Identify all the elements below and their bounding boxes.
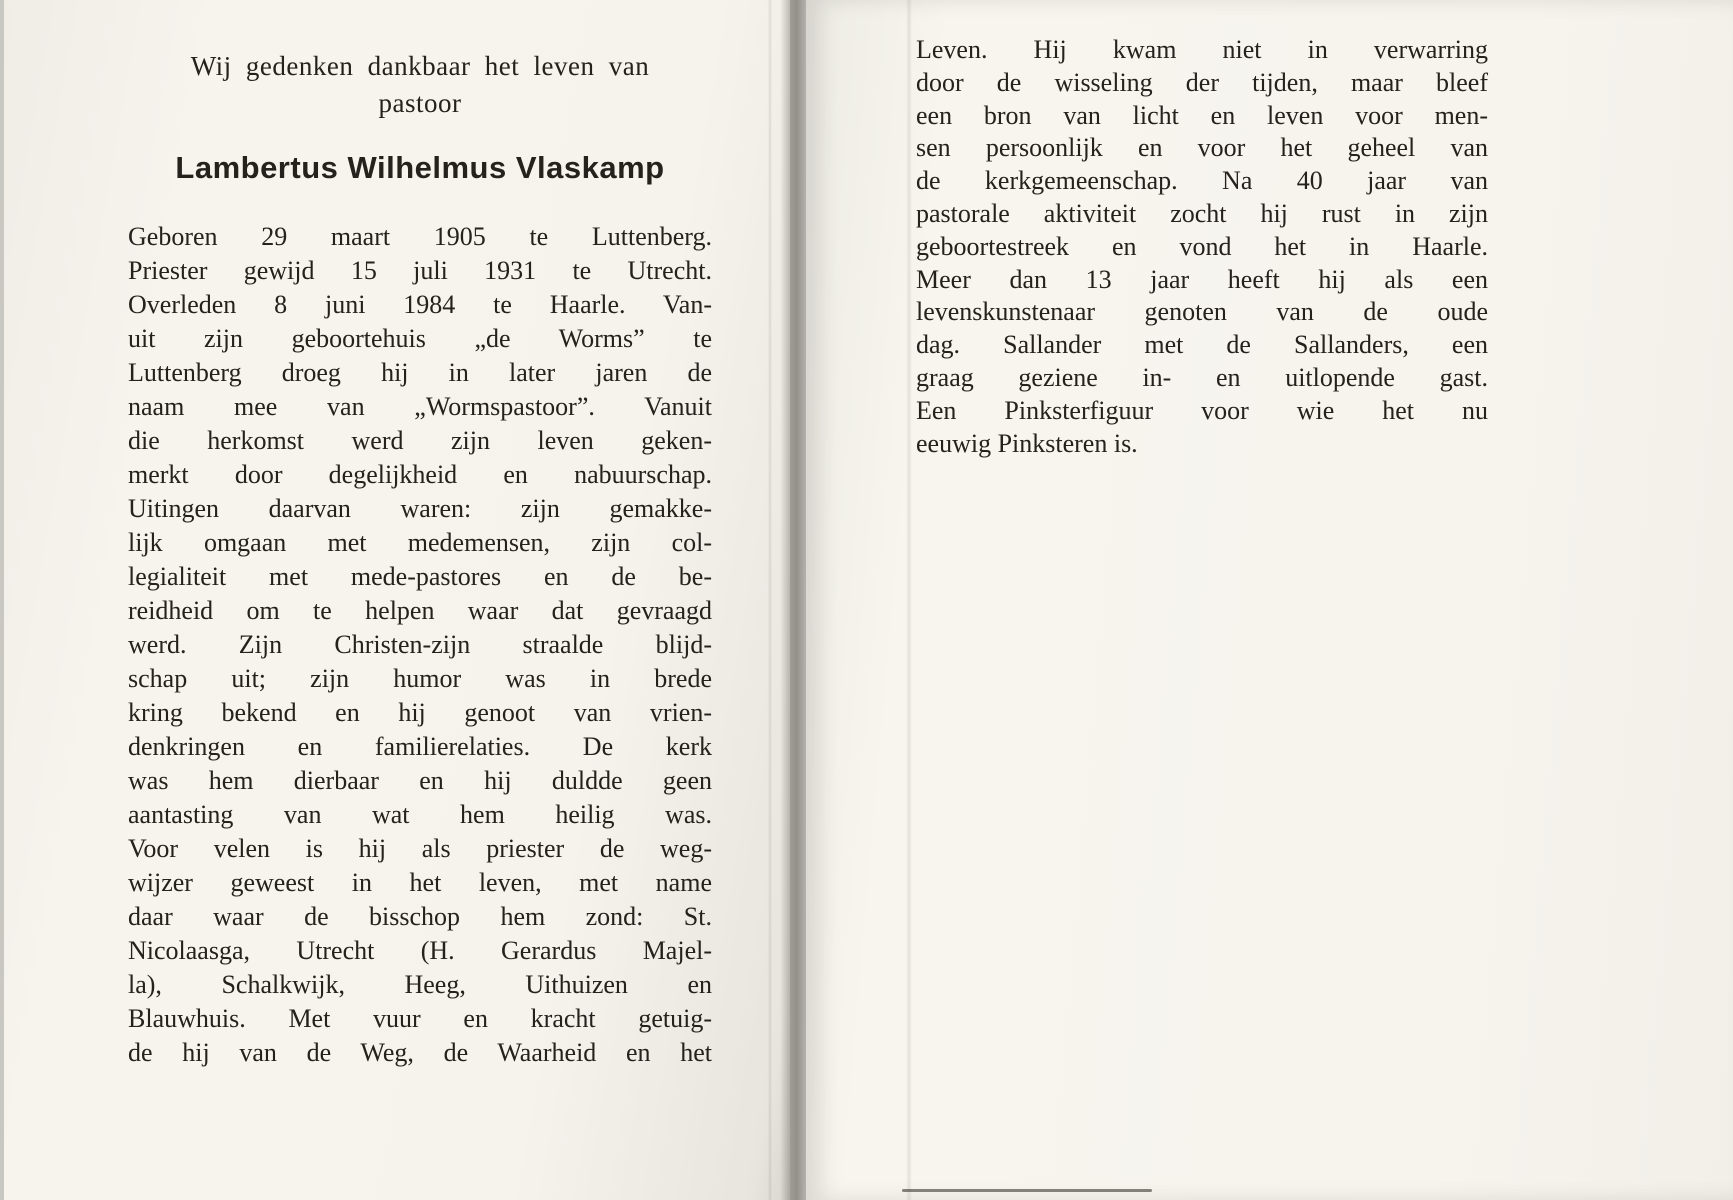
text-line: Blauwhuis. Met vuur en kracht getuig- (128, 1004, 712, 1033)
text-line: legialiteit met mede-pastores en de be- (128, 562, 712, 591)
memorial-card-left-page (4, 0, 790, 1200)
deceased-name-title: Lambertus Wilhelmus Vlaskamp (175, 150, 665, 185)
intro-line: pastoor (378, 88, 462, 118)
text-line: levenskunstenaar genoten van de oude (916, 297, 1488, 327)
text-line: merkt door degelijkheid en nabuurschap. (128, 460, 712, 489)
text-line: denkringen en familierelaties. De kerk (128, 732, 712, 761)
text-line: die herkomst werd zijn leven geken- (128, 426, 712, 455)
text-line: daar waar de bisschop hem zond: St. (128, 902, 712, 931)
text-line: Een Pinksterfiguur voor wie het nu (916, 395, 1488, 425)
intro-line: Wij gedenken dankbaar het leven van (190, 51, 650, 81)
text-line: Priester gewijd 15 juli 1931 te Utrecht. (128, 256, 712, 285)
text-line: Geboren 29 maart 1905 te Luttenberg. (128, 222, 712, 251)
text-line: reidheid om te helpen waar dat gevraagd (128, 596, 712, 625)
left-page-body-text (128, 220, 712, 1070)
left-page-content (128, 0, 712, 1070)
text-line: Overleden 8 juni 1984 te Haarle. Van- (128, 290, 712, 319)
text-line: Luttenberg droeg hij in later jaren de (128, 358, 712, 387)
text-line: de hij van de Weg, de Waarheid en het (128, 1038, 712, 1067)
text-line: Voor velen is hij als priester de weg- (128, 834, 712, 863)
text-line: de kerkgemeenschap. Na 40 jaar van (916, 166, 1488, 196)
text-line: eeuwig Pinksteren is. (916, 428, 1138, 458)
text-line: Leven. Hij kwam niet in verwarring (916, 35, 1488, 64)
right-page-content (916, 34, 1488, 460)
text-line: aantasting van wat hem heilig was. (128, 800, 712, 829)
text-line: wijzer geweest in het leven, met name (128, 868, 712, 897)
text-line: naam mee van „Wormspastoor”. Vanuit (128, 392, 712, 421)
text-line: kring bekend en hij genoot van vrien- (128, 698, 712, 727)
text-line: een bron van licht en leven voor men- (916, 100, 1488, 130)
text-line: pastorale aktiviteit zocht hij rust in zijn (916, 198, 1488, 228)
text-line: geboortestreek en vond het in Haarle. (916, 231, 1488, 261)
right-page-body-text (916, 34, 1488, 460)
memorial-intro (128, 48, 712, 122)
memorial-card-right-page (806, 0, 1733, 1200)
text-line: Nicolaasga, Utrecht (H. Gerardus Majel- (128, 936, 712, 965)
text-line: Meer dan 13 jaar heeft hij als een (916, 264, 1488, 294)
text-line: lijk omgaan met medemensen, zijn col- (128, 528, 712, 557)
text-line: werd. Zijn Christen-zijn straalde blijd- (128, 630, 712, 659)
text-line: la), Schalkwijk, Heeg, Uithuizen en (128, 970, 712, 999)
text-line: graag geziene in- en uitlopende gast. (916, 362, 1488, 392)
text-line: was hem dierbaar en hij duldde geen (128, 766, 712, 795)
text-line: dag. Sallander met de Sallanders, een (916, 330, 1488, 360)
text-line: Uitingen daarvan waren: zijn gemakke- (128, 494, 712, 523)
text-line: schap uit; zijn humor was in brede (128, 664, 712, 693)
text-line: door de wisseling der tijden, maar bleef (916, 67, 1488, 97)
text-line: uit zijn geboortehuis „de Worms” te (128, 324, 712, 353)
text-line: sen persoonlijk en voor het geheel van (916, 133, 1488, 163)
